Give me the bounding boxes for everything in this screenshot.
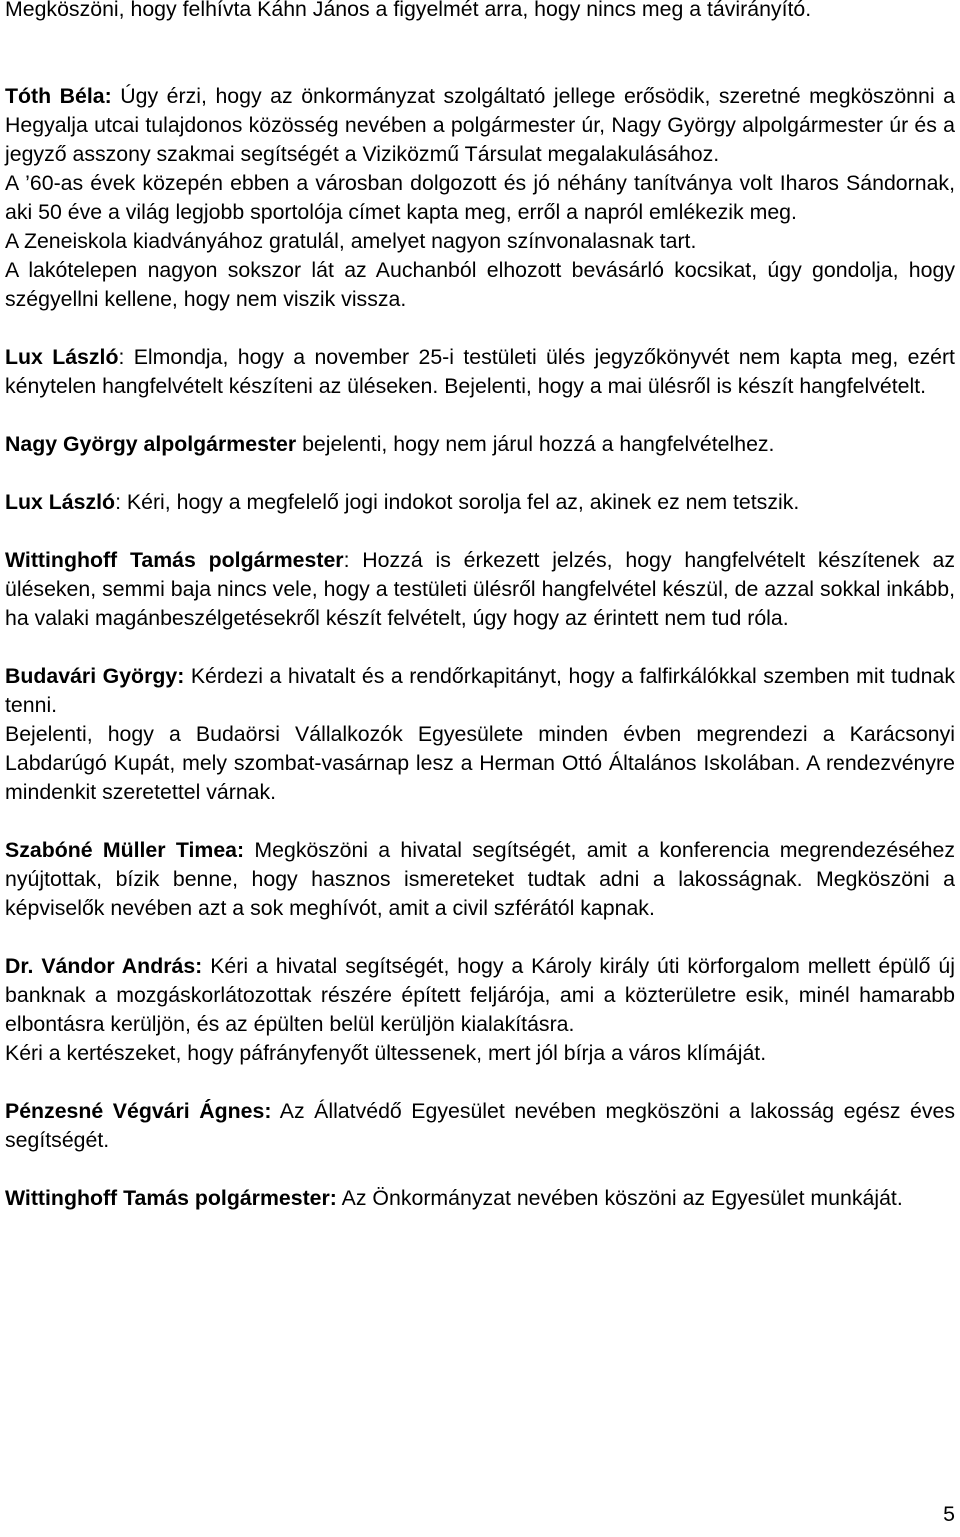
paragraph-text: Kérdezi a hivatalt és a rendőrkapitányt, hogy a falfirkálókkal szemben mit tudnak tenni. [5,664,955,717]
speaker-name: Wittinghoff Tamás polgármester: [5,1186,337,1210]
paragraph [5,720,955,807]
paragraph-spacer [5,53,955,82]
paragraph [5,169,955,227]
paragraph-text: : Hozzá is érkezett jelzés, hogy hangfelvételt készítenek az üléseken, semmi baja nincs vele, hogy a testületi ülésről hangfelvétel készül, de azzal sokkal inkább, ha valaki magánbeszélgetésekről készít felvételt, úgy hogy az érintett nem tud róla. [5,548,955,630]
paragraph-text: Az Állatvédő Egyesület nevében megköszöni a lakosság egész éves segítségét. [5,1099,955,1152]
paragraph-text: Az Önkormányzat nevében köszöni az Egyesület munkáját. [336,1186,903,1210]
paragraph [5,662,955,720]
paragraph-text: A ’60-as évek közepén ebben a városban dolgozott és jó néhány tanítványa volt Iharos Sándornak, aki 50 éve a világ legjobb sportolója címet kapta meg, erről a napról emlékezik meg. [5,171,955,224]
paragraph [5,1039,955,1068]
paragraph-text: A Zeneiskola kiadványához gratulál, amelyet nagyon színvonalasnak tart. [5,229,697,253]
paragraph-spacer [5,314,955,343]
paragraph-spacer [5,1068,955,1097]
paragraph [5,836,955,923]
paragraph-text: Bejelenti, hogy a Budaörsi Vállalkozók Egyesülete minden évben megrendezi a Karácsonyi Labdarúgó Kupát, mely szombat-vasárnap lesz a Herman Ottó Általános Iskolában. A rendezvényre mindenkit szeretettel várnak. [5,722,955,804]
paragraph-text: Megköszöni a hivatal segítségét, amit a konferencia megrendezéséhez nyújtottak, bízik benne, hogy hasznos ismereteket tudtak adni a lakosságnak. Megköszöni a képviselők nevében azt a sok meghívót, amit a civil szférától kapnak. [5,838,955,920]
paragraph-spacer [5,1155,955,1184]
paragraph-text: Úgy érzi, hogy az önkormányzat szolgáltató jellege erősödik, szeretné megköszönni a Hegyalja utcai tulajdonos közösség nevében a polgármester úr, Nagy György alpolgármester úr és a jegyző asszony szakmai segítségét a Viziközmű Társulat megalakulásához. [5,84,955,166]
speaker-name: Nagy György alpolgármester [5,432,297,456]
speaker-name: Dr. Vándor András: [5,954,203,978]
paragraph [5,488,955,517]
paragraph-spacer [5,923,955,952]
speaker-name: Lux László [5,490,116,514]
paragraph-spacer [5,24,955,53]
speaker-name: Szabóné Müller Timea: [5,838,245,862]
paragraph [5,256,955,314]
paragraph-spacer [5,517,955,546]
document-page [5,0,955,1213]
paragraph [5,82,955,169]
paragraph-spacer [5,401,955,430]
paragraph [5,1097,955,1155]
paragraph [5,0,955,24]
paragraph-text: Megköszöni, hogy felhívta Káhn János a figyelmét arra, hogy nincs meg a távirányító. [5,0,812,21]
paragraph-text: A lakótelepen nagyon sokszor lát az Auchanból elhozott bevásárló kocsikat, úgy gondolja, hogy szégyellni kellene, hogy nem viszik vissza. [5,258,955,311]
paragraph-spacer [5,633,955,662]
paragraph-spacer [5,459,955,488]
paragraph-text: : Kéri, hogy a megfelelő jogi indokot sorolja fel az, akinek ez nem tetszik. [115,490,800,514]
paragraph-text: Kéri a hivatal segítségét, hogy a Károly király úti körforgalom mellett épülő új banknak a mozgáskorlátozottak részére épített feljárója, ami a közterületre esik, minél hamarabb elbontásra kerüljön, és az épülten belül kerüljön kialakításra. [5,954,955,1036]
paragraph-spacer [5,807,955,836]
paragraph-text: bejelenti, hogy nem járul hozzá a hangfelvételhez. [296,432,775,456]
speaker-name: Tóth Béla: [5,84,112,108]
paragraph [5,546,955,633]
speaker-name: Lux László [5,345,119,369]
speaker-name: Budavári György: [5,664,185,688]
paragraph-text: Kéri a kertészeket, hogy páfrányfenyőt ültessenek, mert jól bírja a város klímáját. [5,1041,767,1065]
page-number: 5 [943,1502,955,1526]
paragraph [5,343,955,401]
paragraph [5,1184,955,1213]
speaker-name: Wittinghoff Tamás polgármester [5,548,344,572]
document-body [5,0,955,1213]
paragraph-text: : Elmondja, hogy a november 25-i testületi ülés jegyzőkönyvét nem kapta meg, ezért kénytelen hangfelvételt készíteni az üléseken. Bejelenti, hogy a mai ülésről is készít hangfelvételt. [5,345,955,398]
paragraph [5,430,955,459]
paragraph [5,952,955,1039]
paragraph [5,227,955,256]
speaker-name: Pénzesné Végvári Ágnes: [5,1099,272,1123]
